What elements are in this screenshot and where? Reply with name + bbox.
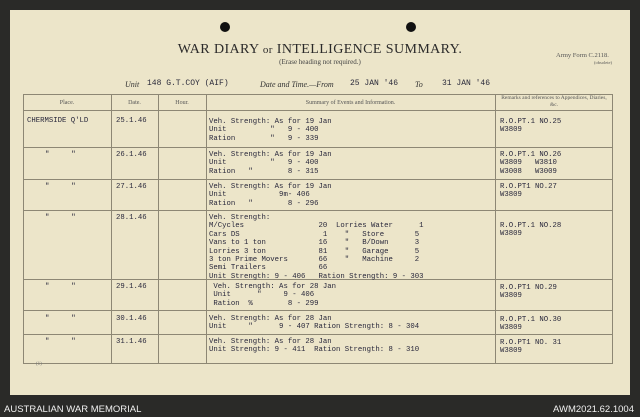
row-rule bbox=[23, 210, 613, 211]
entry-date: 31.1.46 bbox=[116, 338, 147, 346]
entry-summary: Veh. Strength: As for 28 Jan Unit Strength: 9 - 411 Ration Strength: 8 - 310 bbox=[209, 338, 420, 355]
army-form-number bbox=[556, 52, 612, 66]
entry-date: 29.1.46 bbox=[116, 283, 147, 291]
entry-place: " " bbox=[45, 214, 76, 222]
punch-hole-right bbox=[406, 22, 416, 32]
col-header-remarks: Remarks and references to Appendices, Diaries, &c. bbox=[501, 95, 607, 108]
entry-date: 28.1.46 bbox=[116, 214, 147, 222]
row-rule bbox=[23, 147, 613, 148]
table-bottom-rule bbox=[23, 363, 613, 364]
diary-sheet bbox=[10, 10, 630, 395]
col-header-summary: Summary of Events and Information. bbox=[305, 100, 396, 106]
title-intelligence-summary: INTELLIGENCE SUMMARY. bbox=[276, 42, 463, 57]
army-form-label: Army Form C.2118. bbox=[556, 52, 609, 59]
col-rule-hour bbox=[158, 94, 159, 364]
entry-date: 25.1.46 bbox=[116, 117, 147, 125]
entry-summary: Veh. Strength: As for 28 Jan Unit " 9 - 407 Ration Strength: 8 - 304 bbox=[209, 315, 420, 332]
entry-remarks: R.O.PT1 NO.27 W3809 bbox=[500, 183, 557, 200]
table-left-rule bbox=[23, 94, 24, 364]
entry-place: " " bbox=[45, 283, 76, 291]
entry-summary: Veh. Strength: As for 19 Jan Unit 9m- 406 Ration " 8 - 296 bbox=[209, 183, 332, 208]
date-from-value: 25 JAN '46 bbox=[350, 79, 399, 88]
date-to-value: 31 JAN '46 bbox=[442, 79, 491, 88]
entry-summary: Veh. Strength: M/Cycles 20 Lorries Water 1 Cars DS 1 " Store 5 Vans to 1 ton 16 " B/Down 3 Lorries 3 ton 81 " Garage 5 3 ton Prime Movers 66 " Machine 2 Semi Trailers 66 Unit Strength: 9 - 406 Ration Strength: 9 - 303 bbox=[209, 214, 424, 281]
col-header-place: Place. bbox=[59, 100, 75, 106]
date-time-label: Date and Time.—From bbox=[260, 80, 334, 89]
title-war-diary: WAR DIARY bbox=[177, 42, 259, 57]
entry-date: 30.1.46 bbox=[116, 315, 147, 323]
entry-summary: Veh. Strength: As for 28 Jan Unit " 9 - 406 Ration % 8 - 299 bbox=[213, 283, 336, 308]
entry-place: " " bbox=[45, 315, 76, 323]
form-subtitle: (Erase heading not required.) bbox=[279, 58, 361, 66]
entry-place: " " bbox=[45, 183, 76, 191]
entry-remarks: R.O.PT1 NO. 31 W3809 bbox=[500, 339, 562, 356]
col-header-date: Date. bbox=[128, 100, 141, 106]
entry-date: 26.1.46 bbox=[116, 151, 147, 159]
army-form-small: (obsolete) bbox=[594, 60, 612, 65]
row-rule bbox=[23, 310, 613, 311]
entry-remarks: R.O.PT.1 NO.25 W3809 bbox=[500, 118, 562, 135]
title-or: or bbox=[262, 44, 273, 56]
caption-accession: AWM2021.62.1004 bbox=[553, 404, 634, 415]
row-rule bbox=[23, 179, 613, 180]
entry-remarks: R.O.PT1 NO.29 W3809 bbox=[500, 284, 557, 301]
entry-date: 27.1.46 bbox=[116, 183, 147, 191]
form-title bbox=[10, 42, 630, 58]
row-rule bbox=[23, 334, 613, 335]
col-rule-remarks bbox=[495, 94, 496, 364]
table-right-rule bbox=[612, 94, 613, 364]
footer-code: (1) bbox=[36, 362, 42, 367]
entry-place: " " bbox=[45, 151, 76, 159]
col-rule-summary bbox=[206, 94, 207, 364]
entry-place: " " bbox=[45, 338, 76, 346]
entry-summary: Veh. Strength: As for 19 Jan Unit " 9 - 400 Ration " 9 - 339 bbox=[209, 118, 332, 143]
entry-remarks: R.O.PT.1 NO.28 W3809 bbox=[500, 222, 562, 239]
entry-remarks: R.O.PT.1 NO.30 W3809 bbox=[500, 316, 562, 333]
entry-place: CHERMSIDE Q'LD bbox=[27, 117, 89, 125]
caption-source: AUSTRALIAN WAR MEMORIAL bbox=[4, 404, 142, 415]
unit-label: Unit bbox=[125, 80, 140, 89]
unit-value: 148 G.T.COY (AIF) bbox=[147, 79, 229, 88]
punch-hole-left bbox=[220, 22, 230, 32]
diary-table bbox=[23, 94, 613, 364]
date-to-label: To bbox=[415, 80, 423, 89]
col-header-hour: Hour. bbox=[175, 100, 189, 106]
entry-summary: Veh. Strength: As for 19 Jan Unit " 9 - 400 Ration " 8 - 315 bbox=[209, 151, 332, 176]
col-rule-date bbox=[111, 94, 112, 364]
entry-remarks: R.O.PT.1 NO.26 W3809 W3810 W3008 W3009 bbox=[500, 151, 562, 176]
